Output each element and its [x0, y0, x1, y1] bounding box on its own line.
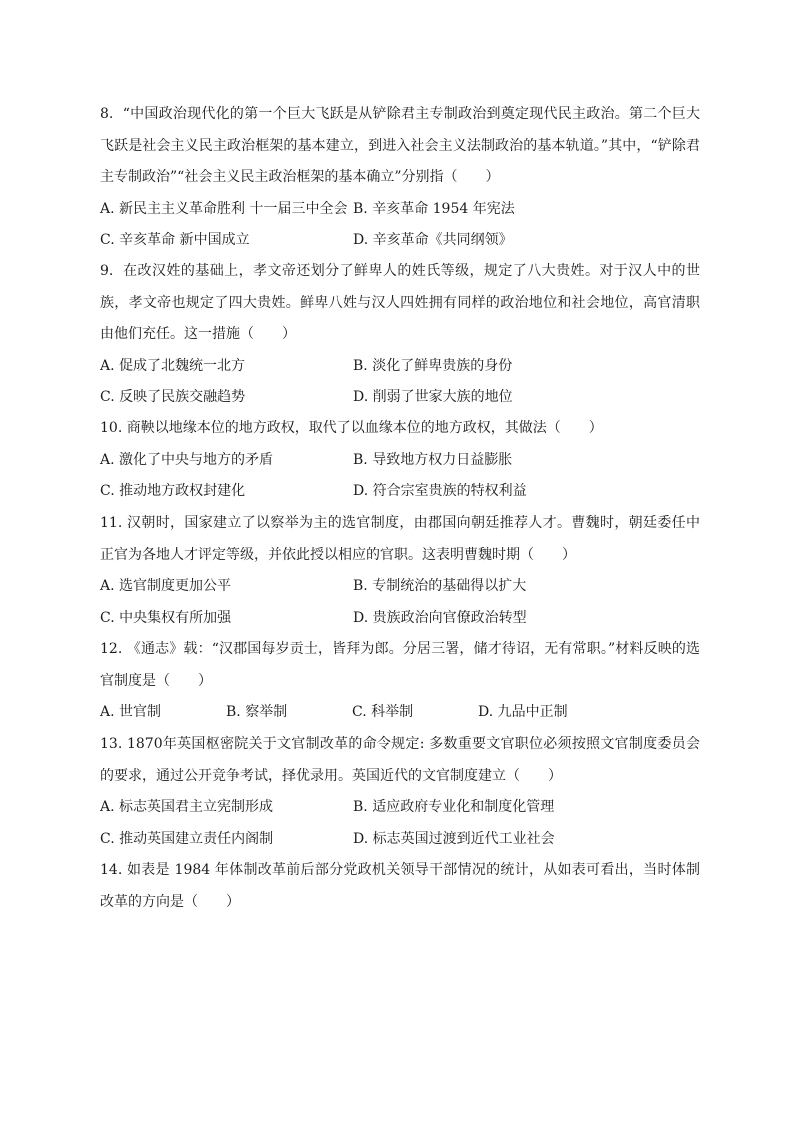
option-row — [100, 824, 700, 856]
option-b[interactable]: B. 导致地方权力日益膨胀 — [353, 451, 513, 468]
question-stem: 12. 《通志》载：“汉郡国每岁贡士，皆拜为郎。分居三署，储才待诏，无有常职。”材料反映的选官制度是（ ） — [100, 641, 700, 689]
option-d[interactable]: D. 标志英国过渡到近代工业社会 — [353, 830, 555, 847]
question-stem: 13. 1870年英国枢密院关于文官制改革的命令规定: 多数重要文官职位必须按照文官制度委员会的要求，通过公开竞争考试，择优录用。英国近代的文官制度建立（ ） — [100, 736, 700, 784]
option-a[interactable]: A. 标志英国君主立宪制形成 — [100, 799, 274, 815]
option-d[interactable]: D. 贵族政治向官僚政治转型 — [353, 609, 527, 626]
option-b[interactable]: B. 淡化了鲜卑贵族的身份 — [353, 357, 513, 374]
option-row — [100, 225, 700, 257]
option-row — [100, 382, 700, 414]
option-c[interactable]: C. 中央集权有所加强 — [100, 609, 232, 626]
option-row — [100, 194, 700, 226]
option-d[interactable]: D. 符合宗室贵族的特权利益 — [353, 483, 527, 499]
question-8 — [100, 99, 700, 257]
option-row — [100, 792, 700, 824]
option-row — [100, 603, 700, 635]
option-d[interactable]: D. 辛亥革命《共同纲领》 — [353, 232, 513, 248]
option-row — [100, 571, 700, 603]
option-a[interactable]: A. 新民主主义革命胜利 十一届三中全会 — [100, 200, 348, 217]
option-c[interactable]: C. 反映了民族交融趋势 — [100, 389, 246, 405]
option-b[interactable]: B. 辛亥革命 1954 年宪法 — [353, 200, 515, 217]
question-stem: 10. 商鞅以地缘本位的地方政权，取代了以血缘本位的地方政权，其做法（ ） — [100, 420, 603, 436]
option-a[interactable]: A. 激化了中央与地方的矛盾 — [100, 451, 274, 468]
option-d[interactable]: D. 九品中正制 — [478, 704, 568, 720]
question-9 — [100, 256, 700, 414]
question-12 — [100, 634, 700, 729]
option-row — [100, 445, 700, 477]
question-10 — [100, 413, 700, 508]
option-a[interactable]: A. 选官制度更加公平 — [100, 578, 232, 594]
option-a[interactable]: A. 促成了北魏统一北方 — [100, 357, 246, 374]
question-14 — [100, 855, 700, 918]
option-c[interactable]: C. 科举制 — [352, 704, 414, 720]
option-c[interactable]: C. 推动英国建立责任内阁制 — [100, 830, 274, 847]
question-stem: 9. 在改汉姓的基础上，孝文帝还划分了鲜卑人的姓氏等级，规定了八大贵姓。对于汉人中的世族，孝文帝也规定了四大贵姓。鲜卑八姓与汉人四姓拥有同样的政治地位和社会地位，高官清职由他们充任。这一措施（ ） — [100, 263, 700, 342]
question-13 — [100, 729, 700, 855]
option-b[interactable]: B. 专制统治的基础得以扩大 — [353, 578, 527, 594]
option-b[interactable]: B. 察举制 — [226, 704, 288, 720]
option-c[interactable]: C. 辛亥革命 新中国成立 — [100, 232, 250, 248]
question-stem: 11. 汉朝时，国家建立了以察举为主的选官制度，由郡国向朝廷推荐人才。曹魏时，朝廷委任中正官为各地人才评定等级，并依此授以相应的官职。这表明曹魏时期（ ） — [100, 515, 700, 563]
question-11 — [100, 508, 700, 634]
option-row — [100, 697, 700, 729]
option-d[interactable]: D. 削弱了世家大族的地位 — [353, 389, 513, 405]
option-c[interactable]: C. 推动地方政权封建化 — [100, 483, 246, 499]
question-stem: 8. “中国政治现代化的第一个巨大飞跃是从铲除君主专制政治到奠定现代民主政治。第二个巨大飞跃是社会主义民主政治框架的基本建立，到进入社会主义法制政治的基本轨道。”其中，“铲除君主专制政治”“社会主义民主政治框架的基本确立”分别指（ ） — [100, 106, 700, 185]
option-row — [100, 351, 700, 383]
option-row — [100, 476, 700, 508]
question-stem: 14. 如表是 1984 年体制改革前后部分党政机关领导干部情况的统计，从如表可看出，当时体制改革的方向是（ ） — [100, 862, 700, 910]
option-b[interactable]: B. 适应政府专业化和制度化管理 — [353, 799, 555, 815]
option-a[interactable]: A. 世官制 — [100, 704, 162, 720]
